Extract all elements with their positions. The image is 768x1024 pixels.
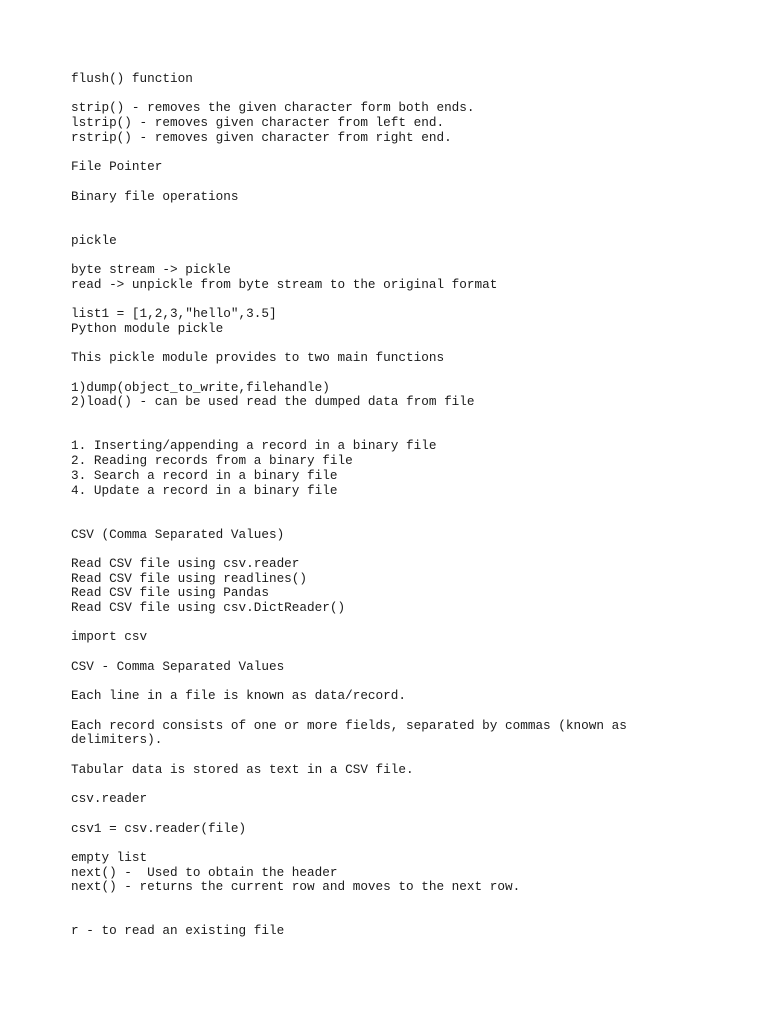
blank-line	[71, 146, 751, 161]
blank-line	[71, 425, 751, 440]
text-line: rstrip() - removes given character from right end.	[71, 129, 452, 145]
text-line: Each record consists of one or more fields, separated by commas (known as	[71, 717, 627, 733]
blank-line	[71, 366, 751, 381]
blank-line	[71, 498, 751, 513]
blank-line	[71, 748, 751, 763]
blank-line	[71, 645, 751, 660]
text-line: csv.reader	[71, 791, 148, 807]
text-line: strip() - removes the given character form both ends.	[71, 100, 475, 116]
blank-line	[71, 87, 751, 102]
blank-line	[71, 337, 751, 352]
text-line: This pickle module provides to two main functions	[71, 350, 445, 366]
text-line: Read CSV file using csv.reader	[71, 555, 300, 571]
text-line: lstrip() - removes given character from left end.	[71, 115, 445, 131]
text-line: Read CSV file using csv.DictReader()	[71, 600, 346, 616]
text-line: empty list	[71, 849, 148, 865]
text-line: CSV - Comma Separated Values	[71, 658, 285, 674]
text-line: 1)dump(object_to_write,filehandle)	[71, 379, 330, 395]
text-line: Each line in a file is known as data/record.	[71, 688, 407, 704]
text-line: pickle	[71, 232, 117, 248]
text-line: Python module pickle	[71, 320, 224, 336]
blank-line	[71, 675, 751, 690]
blank-line	[71, 807, 751, 822]
text-line: byte stream -> pickle	[71, 262, 231, 278]
text-line: 2. Reading records from a binary file	[71, 453, 353, 469]
blank-line	[71, 616, 751, 631]
blank-line	[71, 895, 751, 910]
text-line: Read CSV file using Pandas	[71, 585, 269, 601]
blank-line	[71, 542, 751, 557]
text-line: 1. Inserting/appending a record in a binary file	[71, 438, 437, 454]
text-line: import csv	[71, 629, 148, 645]
text-line: Read CSV file using readlines()	[71, 570, 308, 586]
text-line: next() - returns the current row and moves to the next row.	[71, 879, 521, 895]
blank-line	[71, 410, 751, 425]
blank-line	[71, 777, 751, 792]
text-line: delimiters).	[71, 732, 163, 748]
blank-line	[71, 292, 751, 307]
document-body	[71, 72, 751, 939]
text-line: r - to read an existing file	[71, 923, 285, 939]
text-line: Tabular data is stored as text in a CSV file.	[71, 761, 414, 777]
text-line: read -> unpickle from byte stream to the original format	[71, 276, 498, 292]
blank-line	[71, 513, 751, 528]
text-line: CSV (Comma Separated Values)	[71, 526, 285, 542]
text-line: csv1 = csv.reader(file)	[71, 820, 247, 836]
text-line: Binary file operations	[71, 188, 239, 204]
blank-line	[71, 704, 751, 719]
blank-line	[71, 175, 751, 190]
blank-line	[71, 836, 751, 851]
blank-line	[71, 910, 751, 925]
text-line: 4. Update a record in a binary file	[71, 482, 338, 498]
text-line: list1 = [1,2,3,"hello",3.5]	[71, 306, 277, 322]
text-line: 2)load() - can be used read the dumped data from file	[71, 394, 475, 410]
blank-line	[71, 248, 751, 263]
blank-line	[71, 204, 751, 219]
text-line: flush() function	[71, 71, 193, 86]
blank-line	[71, 219, 751, 234]
text-line: File Pointer	[71, 159, 163, 175]
text-line: 3. Search a record in a binary file	[71, 467, 338, 483]
text-line: next() - Used to obtain the header	[71, 864, 338, 880]
